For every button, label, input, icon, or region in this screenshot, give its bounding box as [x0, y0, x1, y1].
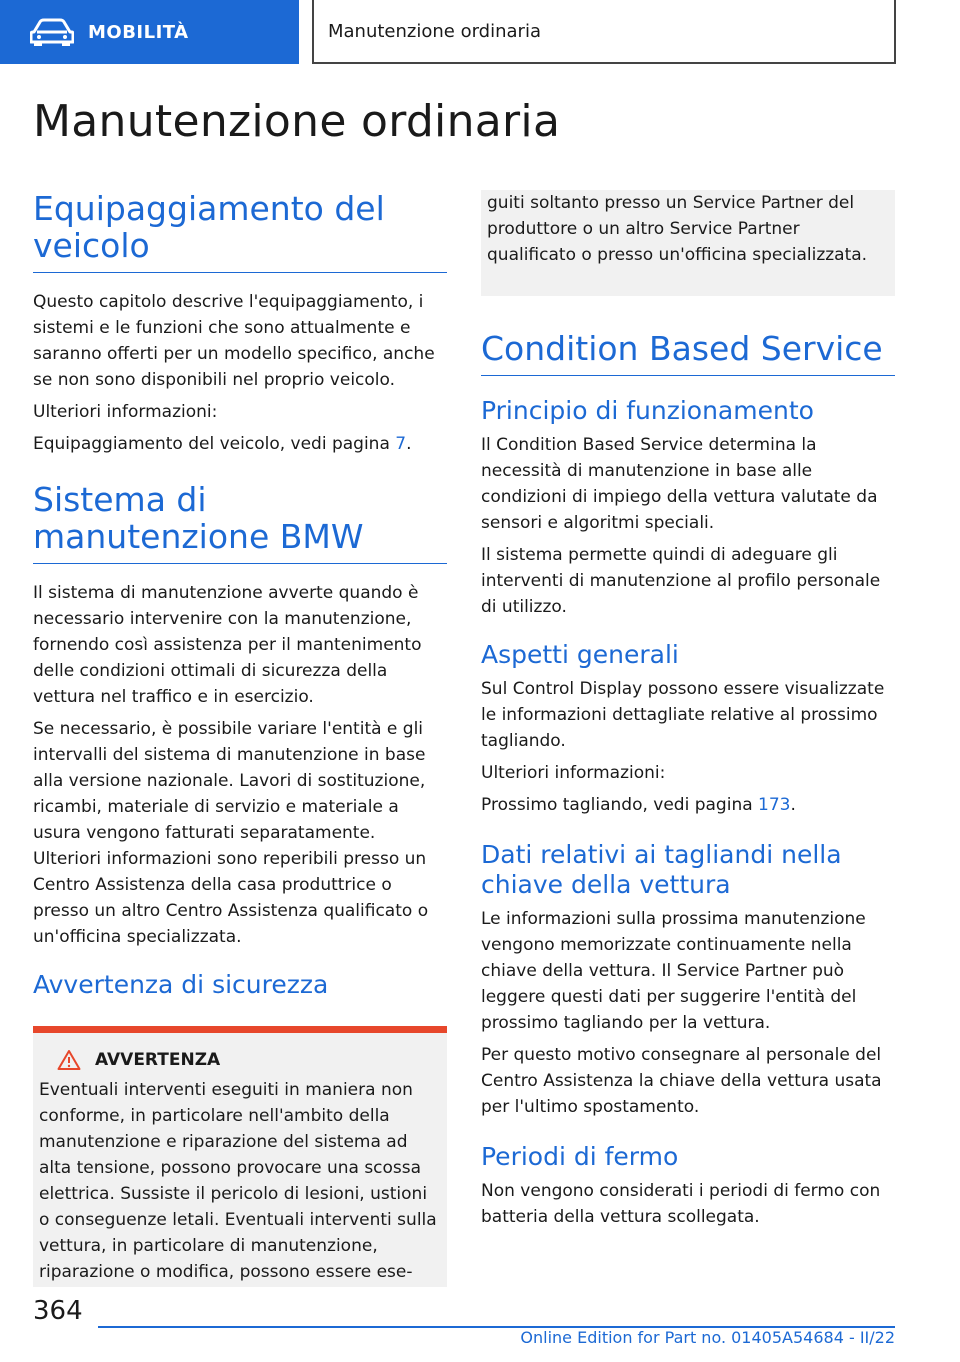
- footer-edition: Online Edition for Part no. 01405A54684 - II/22: [520, 1328, 895, 1347]
- paragraph-service-ref: Prossimo tagliando, vedi pagina 173.: [481, 795, 796, 815]
- paragraph-system-2: Se necessario, è possibile variare l'entità e gli intervalli del sistema di manutenzione in base alla versione nazionale. Lavori di sostituzione, ricambi, materiale di servizio e materiale a usura vengono fatturati separatamente. Ulteriori informazioni sono reperibili presso un Centro Assistenza della casa produttrice o presso un altro Centro Assistenza qualificato o un'officina specializzata.: [33, 719, 429, 947]
- car-icon: [30, 17, 74, 47]
- paragraph-more-info: Ulteriori informazioni:: [33, 402, 218, 422]
- paragraph-system-1: Il sistema di manutenzione avverte quando è necessario intervenire con la manutenzione, fornendo così assistenza per il mantenimento delle condizioni ottimali di sicurezza della vettura nel traffico e in esercizio.: [33, 583, 422, 707]
- paragraph-idle: Non vengono considerati i periodi di fermo con batteria della vettura scollegata.: [481, 1181, 881, 1227]
- heading-idle-periods: Periodi di fermo: [481, 1142, 679, 1171]
- section-header: [312, 0, 896, 64]
- section-header-label: Manutenzione ordinaria: [328, 20, 541, 42]
- page-link-7[interactable]: 7: [395, 434, 407, 454]
- right-column: [481, 190, 895, 1230]
- page-title: Manutenzione ordinaria: [33, 96, 561, 147]
- paragraph-key-1: Le informazioni sulla prossima manutenzione vengono memorizzate continuamente nella chiave della vettura. Il Service Partner può leggere questi dati per suggerire l'entità del prossimo tagliando per la vettura.: [481, 909, 866, 1033]
- paragraph-general: Sul Control Display possono essere visualizzate le informazioni dettagliate relative al prossimo tagliando.: [481, 679, 885, 751]
- paragraph-principle-1: Il Condition Based Service determina la necessità di manutenzione in base alle condizioni di impiego della vettura valutate da sensori e algoritmi speciali.: [481, 435, 878, 533]
- paragraph-equipment-ref: Equipaggiamento del veicolo, vedi pagina 7.: [33, 434, 412, 454]
- heading-principle: Principio di funzionamento: [481, 396, 814, 425]
- heading-safety-note: Avvertenza di sicurezza: [33, 970, 329, 999]
- page-link-173[interactable]: 173: [758, 795, 791, 815]
- warning-text-continued: guiti soltanto presso un Service Partner del produttore o un altro Service Partner qualificato o presso un'officina specializzata.: [487, 193, 868, 265]
- ref-text-right: Prossimo tagliando, vedi pagina: [481, 795, 759, 815]
- heading-key-data: Dati relativi ai tagliandi nella chiave della vettura: [481, 840, 842, 899]
- heading-maintenance-system: Sistema di manutenzione BMW: [33, 481, 447, 564]
- left-column: [33, 190, 447, 1287]
- ref-text: Equipaggiamento del veicolo, vedi pagina: [33, 434, 396, 454]
- heading-equipment: Equipaggiamento del veicolo: [33, 190, 447, 273]
- warning-text: Eventuali interventi eseguiti in maniera non conforme, in particolare nell'ambito della manutenzione e riparazione del sistema ad alta tensione, possono provocare una scossa elettrica. Sussiste il pericolo di lesioni, ustioni o conseguenze letali. Eventuali interventi sulla vettura, in particolare di manutenzione, riparazione o modifica, possono essere ese-: [39, 1080, 437, 1282]
- heading-general: Aspetti generali: [481, 640, 679, 669]
- heading-cbs: Condition Based Service: [481, 330, 895, 376]
- paragraph-equipment: Questo capitolo descrive l'equipaggiamento, i sistemi e le funzioni che sono attualmente e saranno offerti per un modello specifico, anche se non sono disponibili nel proprio veicolo.: [33, 292, 435, 390]
- paragraph-principle-2: Il sistema permette quindi di adeguare gli interventi di manutenzione al profilo personale di utilizzo.: [481, 545, 881, 617]
- chapter-tab[interactable]: [0, 0, 299, 64]
- warning-label: AVVERTENZA: [95, 1050, 221, 1070]
- page-number: 364: [33, 1296, 83, 1326]
- warning-header: [57, 1049, 441, 1071]
- chapter-tab-label: MOBILITÀ: [88, 21, 189, 43]
- warning-box-continued: [481, 190, 895, 296]
- paragraph-more-info-right: Ulteriori informazioni:: [481, 763, 666, 783]
- warning-box: [33, 1026, 447, 1287]
- warning-triangle-icon: [57, 1049, 81, 1071]
- paragraph-key-2: Per questo motivo consegnare al personale del Centro Assistenza la chiave della vettura usata per l'ultimo spostamento.: [481, 1045, 882, 1117]
